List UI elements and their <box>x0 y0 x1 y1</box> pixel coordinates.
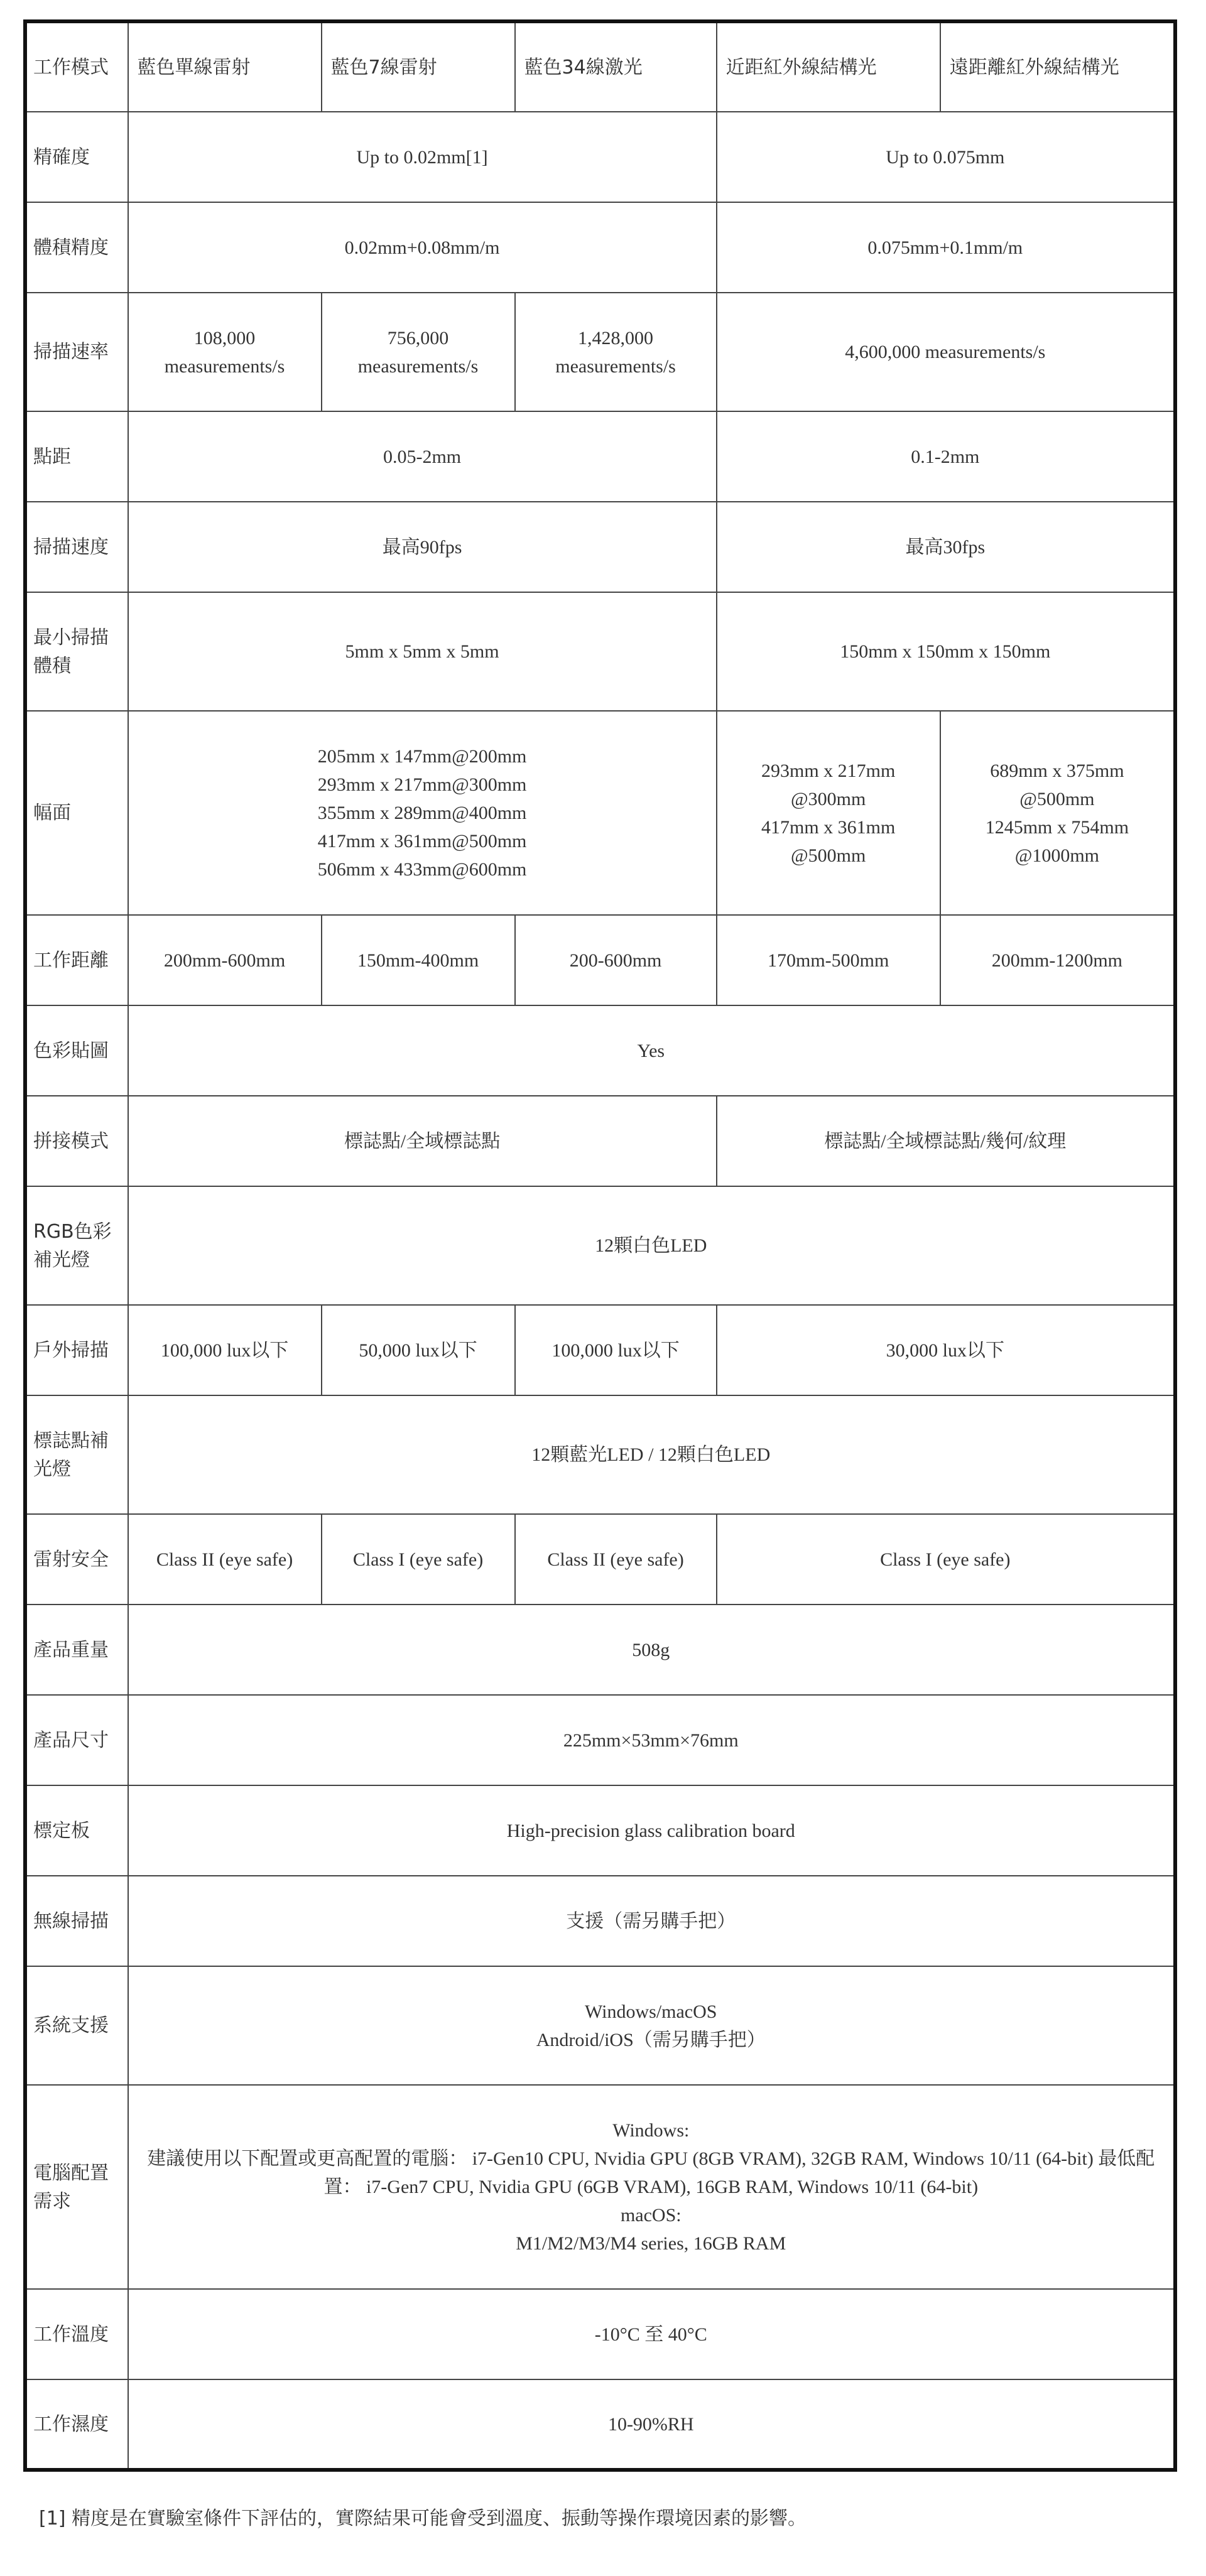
table-row-pc <box>25 2085 1175 2289</box>
cell-working-distance-thirtyfour: 200-600mm <box>515 915 717 1005</box>
cell-laser-safety-ir: Class I (eye safe) <box>717 1514 1175 1605</box>
cell-fov-far: 689mm x 375mm @500mm 1245mm x 754mm @1000mm <box>940 711 1175 915</box>
row-label: 戶外掃描 <box>25 1305 128 1395</box>
cell-outdoor-seven: 50,000 lux以下 <box>322 1305 515 1395</box>
cell-texture: Yes <box>128 1005 1175 1096</box>
cell-working-distance-seven: 150mm-400mm <box>322 915 515 1005</box>
row-label: RGB色彩補光燈 <box>25 1186 128 1305</box>
row-label: 雷射安全 <box>25 1514 128 1605</box>
row-label: 產品尺寸 <box>25 1695 128 1785</box>
table-row-temp <box>25 2289 1175 2379</box>
col-blue-single-line: 藍色單線雷射 <box>128 21 322 112</box>
cell-marker-light: 12顆藍光LED / 12顆白色LED <box>128 1395 1175 1514</box>
row-label: 最小掃描體積 <box>25 592 128 711</box>
col-far-ir: 遠距離紅外線結構光 <box>940 21 1175 112</box>
cell-scan-rate-thirtyfour: 1,428,000 measurements/s <box>515 293 717 411</box>
row-label: 精確度 <box>25 112 128 202</box>
col-near-ir: 近距紅外線結構光 <box>717 21 940 112</box>
cell-rgb-light: 12顆白色LED <box>128 1186 1175 1305</box>
cell-temp: -10°C 至 40°C <box>128 2289 1175 2379</box>
table-row-texture <box>25 1005 1175 1096</box>
row-label: 標誌點補光燈 <box>25 1395 128 1514</box>
cell-laser-safety-seven: Class I (eye safe) <box>322 1514 515 1605</box>
row-label: 點距 <box>25 411 128 502</box>
cell-working-distance-single: 200mm-600mm <box>128 915 322 1005</box>
table-row-wireless <box>25 1876 1175 1966</box>
row-label: 產品重量 <box>25 1605 128 1695</box>
cell-scan-rate-ir: 4,600,000 measurements/s <box>717 293 1175 411</box>
cell-point-distance-ir: 0.1-2mm <box>717 411 1175 502</box>
spec-table <box>23 19 1177 2472</box>
cell-scan-speed-blue: 最高90fps <box>128 502 717 592</box>
table-row-point-distance <box>25 411 1175 502</box>
spec-table-container <box>23 19 1177 2472</box>
table-row-accuracy <box>25 112 1175 202</box>
cell-calibration: High-precision glass calibration board <box>128 1785 1175 1876</box>
row-label: 色彩貼圖 <box>25 1005 128 1096</box>
table-row-outdoor <box>25 1305 1175 1395</box>
table-row-alignment <box>25 1096 1175 1186</box>
cell-min-volume-blue: 5mm x 5mm x 5mm <box>128 592 717 711</box>
table-row-size <box>25 1695 1175 1785</box>
cell-laser-safety-thirtyfour: Class II (eye safe) <box>515 1514 717 1605</box>
cell-fov-blue: 205mm x 147mm@200mm 293mm x 217mm@300mm 355mm x 289mm@400mm 417mm x 361mm@500mm 506mm x 433mm@600mm <box>128 711 717 915</box>
cell-pc: Windows: 建議使用以下配置或更高配置的電腦： i7-Gen10 CPU, Nvidia GPU (8GB VRAM), 32GB RAM, Windows 10/11 (64-bit) 最低配置： i7-Gen7 CPU, Nvidia GPU (6GB VRAM), 16GB RAM, Windows 10/11 (64-bit) macOS: M1/M2/M3/M4 series, 16GB RAM <box>128 2085 1175 2289</box>
row-label: 電腦配置需求 <box>25 2085 128 2289</box>
row-label: 工作濕度 <box>25 2379 128 2470</box>
cell-min-volume-ir: 150mm x 150mm x 150mm <box>717 592 1175 711</box>
cell-alignment-ir: 標誌點/全域標誌點/幾何/紋理 <box>717 1096 1175 1186</box>
cell-outdoor-ir: 30,000 lux以下 <box>717 1305 1175 1395</box>
table-row-os <box>25 1966 1175 2085</box>
cell-accuracy-blue: Up to 0.02mm[1] <box>128 112 717 202</box>
cell-os: Windows/macOS Android/iOS（需另購手把） <box>128 1966 1175 2085</box>
table-row-min-volume <box>25 592 1175 711</box>
row-label: 掃描速度 <box>25 502 128 592</box>
cell-laser-safety-single: Class II (eye safe) <box>128 1514 322 1605</box>
row-label: 工作距離 <box>25 915 128 1005</box>
row-label: 無線掃描 <box>25 1876 128 1966</box>
cell-working-distance-far: 200mm-1200mm <box>940 915 1175 1005</box>
table-row-rgb-light <box>25 1186 1175 1305</box>
table-row-marker-light <box>25 1395 1175 1514</box>
cell-wireless: 支援（需另購手把） <box>128 1876 1175 1966</box>
cell-outdoor-single: 100,000 lux以下 <box>128 1305 322 1395</box>
cell-fov-near: 293mm x 217mm @300mm 417mm x 361mm @500mm <box>717 711 940 915</box>
cell-alignment-blue: 標誌點/全域標誌點 <box>128 1096 717 1186</box>
table-row-scan-rate <box>25 293 1175 411</box>
row-label: 系統支援 <box>25 1966 128 2085</box>
cell-scan-rate-seven: 756,000 measurements/s <box>322 293 515 411</box>
cell-accuracy-ir: Up to 0.075mm <box>717 112 1175 202</box>
cell-volumetric-blue: 0.02mm+0.08mm/m <box>128 202 717 293</box>
row-label: 幅面 <box>25 711 128 915</box>
table-row-fov <box>25 711 1175 915</box>
table-row-working-distance <box>25 915 1175 1005</box>
cell-point-distance-blue: 0.05-2mm <box>128 411 717 502</box>
cell-humidity: 10-90%RH <box>128 2379 1175 2470</box>
row-label: 掃描速率 <box>25 293 128 411</box>
cell-scan-speed-ir: 最高30fps <box>717 502 1175 592</box>
table-row-weight <box>25 1605 1175 1695</box>
table-row-laser-safety <box>25 1514 1175 1605</box>
row-label: 標定板 <box>25 1785 128 1876</box>
mode-label: 工作模式 <box>25 21 128 112</box>
cell-weight: 508g <box>128 1605 1175 1695</box>
table-row-scan-speed <box>25 502 1175 592</box>
cell-working-distance-near: 170mm-500mm <box>717 915 940 1005</box>
table-row-calibration <box>25 1785 1175 1876</box>
cell-volumetric-ir: 0.075mm+0.1mm/m <box>717 202 1175 293</box>
table-row-volumetric <box>25 202 1175 293</box>
cell-size: 225mm×53mm×76mm <box>128 1695 1175 1785</box>
table-row-humidity <box>25 2379 1175 2470</box>
cell-outdoor-thirtyfour: 100,000 lux以下 <box>515 1305 717 1395</box>
row-label: 拼接模式 <box>25 1096 128 1186</box>
col-blue-7-line: 藍色7線雷射 <box>322 21 515 112</box>
table-row-header <box>25 21 1175 112</box>
row-label: 體積精度 <box>25 202 128 293</box>
footnote: [1] 精度是在實驗室條件下評估的，實際結果可能會受到溫度、振動等操作環境因素的影響。 <box>39 2508 807 2530</box>
cell-scan-rate-single: 108,000 measurements/s <box>128 293 322 411</box>
row-label: 工作溫度 <box>25 2289 128 2379</box>
col-blue-34-line: 藍色34線激光 <box>515 21 717 112</box>
